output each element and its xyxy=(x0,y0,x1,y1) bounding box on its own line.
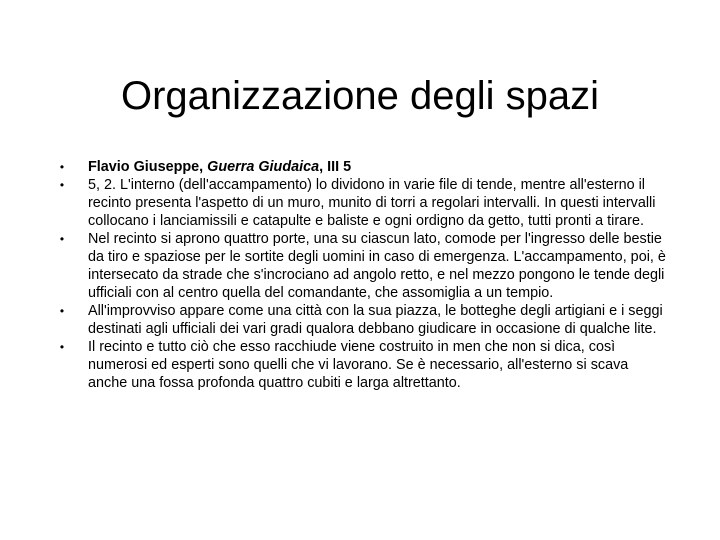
bullet-item-3 xyxy=(56,302,668,338)
bullet-item-heading xyxy=(56,158,668,176)
bullet-dot: • xyxy=(59,232,65,246)
bullet-item-1 xyxy=(56,176,668,230)
bullet-item-4 xyxy=(56,338,668,392)
citation-ref: , III 5 xyxy=(319,159,352,175)
bullet-dot: • xyxy=(59,160,65,174)
bullet-item-2 xyxy=(56,230,668,302)
bullet-list xyxy=(56,158,668,392)
paragraph-text: All'improvviso appare come una città con la sua piazza, le botteghe degli artigiani e i seggi destinati agli ufficiali dei vari gradi qualora debbano giudicare in occasione di qualche lite. xyxy=(88,303,663,337)
bullet-dot: • xyxy=(59,340,65,354)
paragraph-text: Il recinto e tutto ciò che esso racchiude viene costruito in men che non si dica, così numerosi ed esperti sono quelli che vi lavorano. Se è necessario, all'esterno si scava anche una fossa profonda quattro cubiti e larga altrettanto. xyxy=(88,339,629,391)
paragraph-text: Nel recinto si aprono quattro porte, una su ciascun lato, comode per l'ingresso delle bestie da tiro e spaziose per le sortite degli uomini in caso di emergenza. L'accampamento, poi, è intersecato da strade che s'incrociano ad angolo retto, e nel mezzo pongono le tende degli ufficiali con al centro quella del comandante, che assomiglia a un tempio. xyxy=(88,231,666,301)
source-citation xyxy=(88,158,668,176)
citation-author: Flavio Giuseppe, xyxy=(88,159,208,175)
citation-work: Guerra Giudaica xyxy=(207,159,320,175)
bullet-dot: • xyxy=(59,304,65,318)
paragraph-text: 5, 2. L'interno (dell'accampamento) lo dividono in varie file di tende, mentre all'esterno il recinto presenta l'aspetto di un muro, munito di torri a regolari intervalli. In questi intervalli collocano i lanciamissili e catapulte e baliste e ogni ordigno da getto, tutti pronti a tirare. xyxy=(88,177,656,229)
bullet-dot: • xyxy=(59,178,65,192)
slide-title: Organizzazione degli spazi xyxy=(120,74,600,118)
